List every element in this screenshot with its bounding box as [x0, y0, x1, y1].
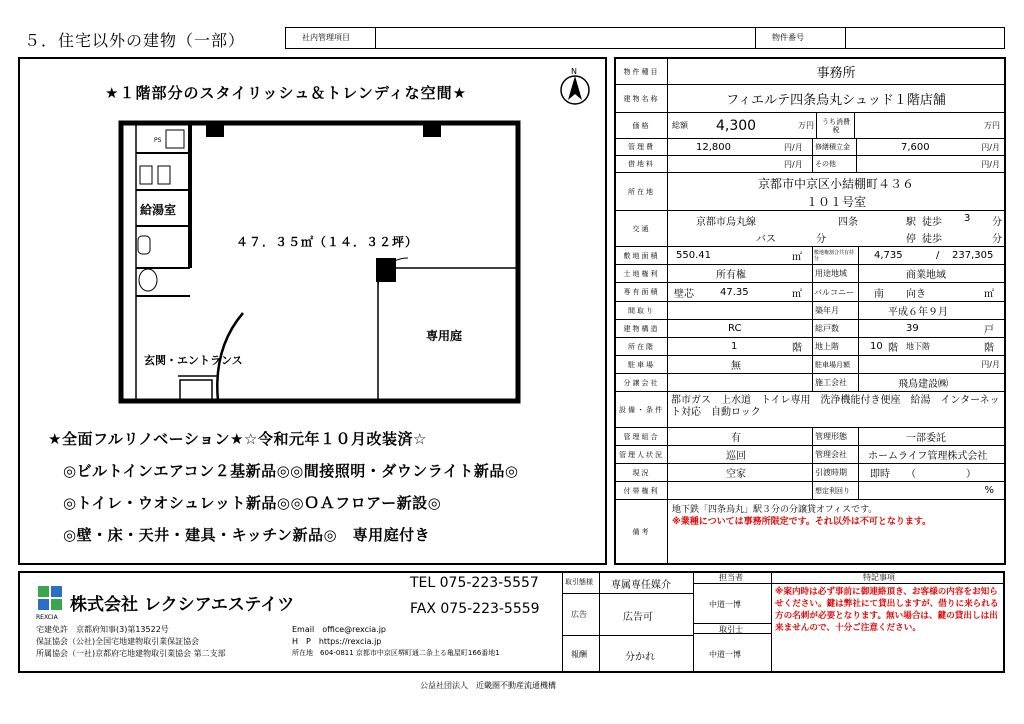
north-arrow-icon — [556, 66, 594, 106]
tax-label: うち消費税 — [822, 117, 850, 134]
sqm-unit: ㎡ — [792, 288, 802, 300]
price-value: 4,300 — [716, 117, 757, 134]
delivery-paren: （ ） — [906, 469, 976, 480]
share-a: 4,735 — [874, 250, 903, 261]
form: 一部委託 — [906, 433, 946, 444]
pct: % — [984, 485, 994, 496]
land-right: 所有権 — [716, 270, 746, 281]
notes: ※案内時は必ず事前に御連絡頂き、お客様の内容をお知らせください。鍵は弊社にて貸出しますが、借りに来られる方の名刺が必要となります。無い場合は、鍵の貸出しは出来ませんので、十分ご注意ください。 — [775, 587, 999, 633]
company-logo-icon — [38, 586, 64, 616]
mgmt-fee-label: 管理費 — [616, 139, 668, 155]
property-no-label: 物件番号 — [756, 28, 846, 48]
parking-fee-label: 駐車場月額 — [815, 360, 850, 369]
notes-label: 特記事項 — [863, 573, 895, 582]
price-label: 価格 — [616, 113, 668, 138]
property-no-value[interactable] — [846, 28, 1004, 48]
traffic-label: 交通 — [616, 211, 668, 246]
person-label: 担当者 — [719, 573, 743, 582]
type-label: 物件種目 — [616, 59, 668, 84]
share-b: 237,305 — [952, 250, 994, 261]
walk2-label: 徒歩 — [922, 234, 942, 245]
assoc-label: 管理組合 — [616, 428, 668, 445]
assoc: 所属協会（一社)京都府宅地建物取引業協会 第二支部 — [36, 649, 226, 658]
license: 宅建免許 京都府知事(3)第13522号 — [36, 625, 169, 634]
remarks-2: ※業種については事務所限定です。それ以外は不可となります。 — [672, 517, 932, 527]
site-label: 敷地面積 — [616, 247, 668, 264]
name-label: 建物名称 — [616, 85, 668, 112]
person: 中道一博 — [709, 600, 741, 609]
form-label: 管理形態 — [815, 432, 847, 441]
builder: 飛鳥建設㈱ — [898, 379, 948, 390]
repair-label: 修繕積立金 — [815, 143, 850, 151]
ad: 広告可 — [623, 612, 653, 623]
trader-label: 取引士 — [719, 625, 743, 634]
floor-area-label: 専有面積 — [616, 283, 668, 301]
sqm-unit: ㎡ — [984, 288, 994, 300]
per-month: 円/月 — [784, 142, 803, 152]
mgmt-fee: 12,800 — [696, 141, 731, 153]
type-value: 事務所 — [816, 66, 856, 81]
mgmt-value[interactable] — [376, 28, 756, 48]
catch-copy: ★１階部分のスタイリッシュ＆トレンディな空間★ — [105, 84, 468, 102]
status-label: 管理人状況 — [616, 446, 668, 463]
share-sep: / — [936, 250, 940, 261]
feature-3: ◎トイレ・ウオシュレット新品◎◎ＯＡフロアー新設◎ — [63, 494, 442, 512]
trader: 中道一博 — [709, 650, 741, 659]
current-label: 現況 — [616, 464, 668, 481]
floor: 1 — [731, 341, 738, 352]
equip-label: 設備・条件 — [616, 392, 668, 427]
address-1: 京都市中京区小結棚町４３６ — [757, 177, 914, 191]
company: ホームライフ管理株式会社 — [868, 451, 988, 462]
below-unit: 階 — [984, 343, 994, 354]
deal: 専属専任媒介 — [611, 580, 671, 591]
status: 巡回 — [726, 451, 746, 462]
management-bar — [285, 27, 1005, 49]
feature-4: ◎壁・床・天井・建具・キッチン新品◎ 専用庭付き — [63, 526, 431, 544]
address-label: 所在地 — [616, 173, 668, 210]
above-label: 地上階 — [815, 342, 839, 351]
rights-label: 付帯権利 — [616, 482, 668, 499]
per-month: 円/月 — [981, 360, 1000, 369]
guarantee: 保証協会（公社)全国宅地建物取引業保証協会 — [36, 637, 200, 646]
parking-label: 駐車場 — [616, 356, 668, 373]
north-label: N — [571, 67, 577, 76]
zone-label: 用途地域 — [815, 269, 847, 278]
company-name: 株式会社 レクシアエステイツ — [70, 595, 295, 615]
deal-label: 取引態様 — [565, 578, 593, 586]
address-2: １０１号室 — [805, 195, 866, 209]
direction: 南 — [874, 288, 884, 300]
built: 平成６年９月 — [888, 307, 948, 318]
company-label: 管理会社 — [815, 450, 847, 459]
walk-label: 徒歩 — [922, 217, 942, 228]
structure: RC — [728, 323, 742, 334]
land-right-label: 土地権利 — [616, 265, 668, 282]
ps-label: PS — [154, 137, 162, 144]
min-unit-2: 分 — [992, 234, 1002, 245]
min-unit: 分 — [992, 217, 1002, 228]
ad-label: 広告 — [571, 610, 587, 619]
repair-value: 7,600 — [901, 141, 930, 153]
feature-2: ◎ビルトインエアコン２基新品◎◎間接照明・ダウンライト新品◎ — [63, 462, 519, 480]
tel: TEL 075-223-5557 — [410, 575, 539, 591]
share-label: 敷地権割合共有持分 — [814, 249, 855, 262]
area-label: ４７．３５㎡（１４．３２坪） — [236, 235, 419, 249]
zone: 商業地域 — [906, 270, 946, 281]
current: 空家 — [726, 469, 746, 480]
wall-label: 壁芯 — [674, 288, 694, 300]
email: Email office@rexcia.jp — [292, 625, 386, 634]
built-label: 築年月 — [815, 306, 839, 315]
floor-plan — [118, 118, 523, 408]
bottom-note: 公益社団法人 近畿圏不動産流通機構 — [420, 681, 556, 690]
hp: H P https://rexcia.jp — [292, 637, 382, 646]
other-label: その他 — [815, 160, 836, 168]
mgmt-label: 社内管理項目 — [286, 28, 376, 48]
structure-label: 建物構造 — [616, 320, 668, 337]
stop-label: 停 — [906, 234, 916, 245]
page-title: ５．住宅以外の建物（一部） — [24, 31, 246, 50]
station-suffix: 駅 — [906, 217, 916, 228]
above: 10 — [870, 341, 883, 352]
sqm-unit: ㎡ — [792, 252, 802, 263]
floor-unit: 階 — [792, 343, 802, 354]
bus-min: 分 — [816, 234, 826, 245]
yield-label: 想定利回り — [815, 486, 850, 495]
units-label: 総戸数 — [815, 324, 839, 333]
equipment: 都市ガス 上水道 トイレ専用 洗浄機能付き便座 給湯 インターネット対応 自動ロック — [671, 395, 1000, 418]
floor-area: 47.35 — [720, 286, 749, 298]
price-unit: 万円 — [798, 121, 814, 130]
kitchen-label: 給湯室 — [140, 203, 177, 217]
per-month: 円/月 — [981, 142, 1000, 152]
fee: 分かれ — [625, 652, 655, 663]
per-month: 円/月 — [981, 159, 1000, 169]
per-month: 円/月 — [784, 159, 803, 169]
fee-label: 報酬 — [571, 650, 587, 659]
entrance-label: 玄関・エントランス — [144, 354, 243, 367]
line: 京都市烏丸線 — [696, 217, 756, 228]
parking: 無 — [731, 361, 741, 372]
deal-table — [562, 571, 1002, 671]
address: 所在地 604-0811 京都市中京区堺町通二条上る亀屋町166番地1 — [292, 649, 500, 657]
remarks-1: 地下鉄「四条烏丸」駅３分の分譲貸オフィスです。 — [672, 505, 878, 515]
station: 四条 — [838, 217, 858, 228]
garden-label: 専用庭 — [426, 329, 463, 343]
builder-label: 施工会社 — [815, 378, 847, 387]
name-value: フィエルテ四条烏丸シュッド１階店舗 — [726, 93, 946, 108]
rent-label: 借地料 — [616, 156, 668, 172]
assoc: 有 — [731, 433, 741, 444]
units-unit: 戸 — [984, 325, 994, 336]
spec-table — [614, 57, 1006, 565]
floor-label: 所在階 — [616, 338, 668, 355]
bus-label: バス — [756, 234, 776, 245]
logo-text: REXCIA — [36, 614, 58, 621]
tax-unit: 万円 — [984, 121, 1000, 130]
fax: FAX 075-223-5559 — [410, 601, 540, 617]
balcony-label: バルコニー — [814, 287, 854, 297]
above-unit: 階 — [888, 343, 898, 354]
below-label: 地下階 — [906, 342, 930, 351]
delivery-label: 引渡時期 — [815, 468, 847, 477]
units: 39 — [906, 323, 919, 334]
walk-min: 3 — [964, 213, 971, 224]
facing: 向き — [906, 288, 926, 300]
site-area: 550.41 — [676, 250, 711, 261]
feature-1: ★全面フルリノベーション★☆令和元年１０月改装済☆ — [48, 430, 427, 448]
builder-co-label: 分譲会社 — [616, 374, 668, 391]
remarks-label: 備考 — [616, 500, 668, 563]
delivery: 即時 — [870, 469, 890, 480]
layout-label: 間取り — [616, 302, 668, 319]
price-sub: 総額 — [672, 121, 688, 130]
